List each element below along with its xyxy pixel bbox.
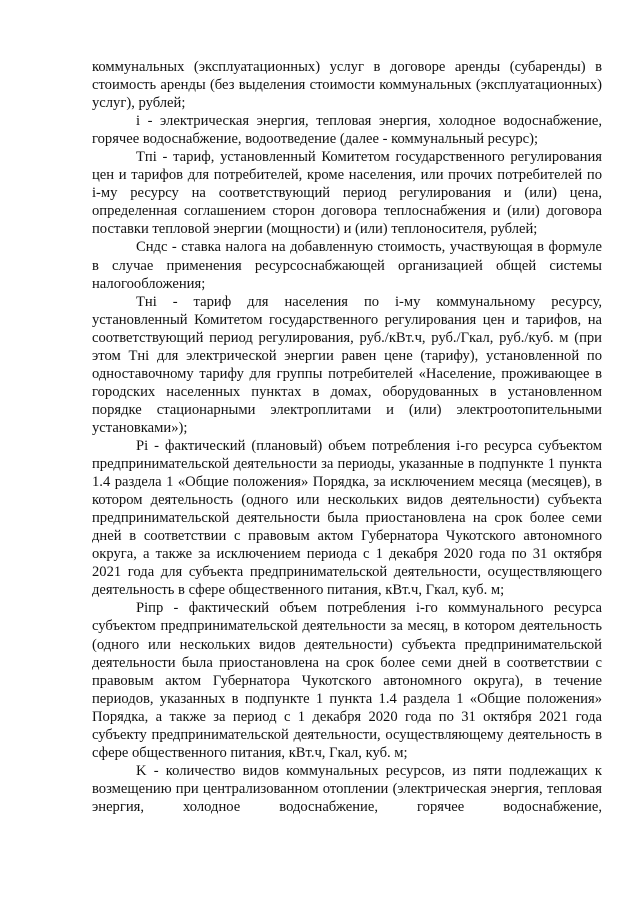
paragraph-definition-tpi: Tпi - тариф, установленный Комитетом государственного регулирования цен и тарифов для потребителей, кроме населения, или прочих потребителей по i-му ресурсу на соответствующий период регулирования и (или) цена, определенная соглашением сторон договора теплоснабжения и (или) договора поставки тепловой энергии (мощности) и (или) теплоносителя, рублей; xyxy=(92,149,602,238)
paragraph-definition-tni: Tнi - тариф для населения по i-му коммунальному ресурсу, установленный Комитетом государственного регулирования цен и тарифов, на соответствующий период регулирования, руб./кВт.ч, руб./Гкал, руб./куб. м (при этом Tнi для электрической энергии равен цене (тарифу), установленной по одноставочному тарифу для группы потребителей «Население, проживающее в городских населенных пунктах в домах, оборудованных в установленном порядке стационарными электроплитами и (или) электроотопительными установками»); xyxy=(92,293,602,436)
paragraph-definition-cnds: Cндс - ставка налога на добавленную стоимость, участвующая в формуле в случае применения ресурсоснабжающей организацией общей системы налогообложения; xyxy=(92,239,602,292)
paragraph-definition-pi: Pi - фактический (плановый) объем потребления i-го ресурса субъектом предпринимательской деятельности за периоды, указанные в подпункте 1 пункта 1.4 раздела 1 «Общие положения» Порядка, за исключением месяца (месяцев), в котором деятельность (одного или нескольких видов деятельности) субъекта предпринимательской деятельности была приостановлена на срок более семи дней в соответствии с правовым актом Губернатора Чукотского автономного округа, а также за исключением периода с 1 декабря 2020 года по 31 октября 2021 года для субъекта предпринимательской деятельности, осуществляющего деятельность в сфере общественного питания, кВт.ч, Гкал, куб. м; xyxy=(92,437,602,599)
paragraph-definition-i: i - электрическая энергия, тепловая энергия, холодное водоснабжение, горячее водоснабжение, водоотведение (далее - коммунальный ресурс); xyxy=(92,113,602,148)
paragraph-definition-k: K - количество видов коммунальных ресурсов, из пяти подлежащих к возмещению при централизованном отоплении (электрическая энергия, тепловая энергия, холодное водоснабжение, горячее водоснабжение, xyxy=(92,762,602,815)
document-page xyxy=(92,58,602,816)
paragraph-definition-pipr: Piпр - фактический объем потребления i-го коммунального ресурса субъектом предпринимательской деятельности за месяц, в котором деятельность (одного или нескольких видов деятельности) субъекта предпринимательской деятельности была приостановлена на срок более семи дней в соответствии с правовым актом Губернатора Чукотского автономного округа), в течение периодов, указанных в подпункте 1 пункта 1.4 раздела 1 «Общие положения» Порядка, а также за период с 1 декабря 2020 года по 31 октября 2021 года субъекту предпринимательской деятельности, осуществляющему деятельность в сфере общественного питания, кВт.ч, Гкал, куб. м; xyxy=(92,600,602,761)
paragraph-utility-services-rent: коммунальных (эксплуатационных) услуг в договоре аренды (субаренды) в стоимость аренды (без выделения стоимости коммунальных (эксплуатационных) услуг), рублей; xyxy=(92,59,602,112)
